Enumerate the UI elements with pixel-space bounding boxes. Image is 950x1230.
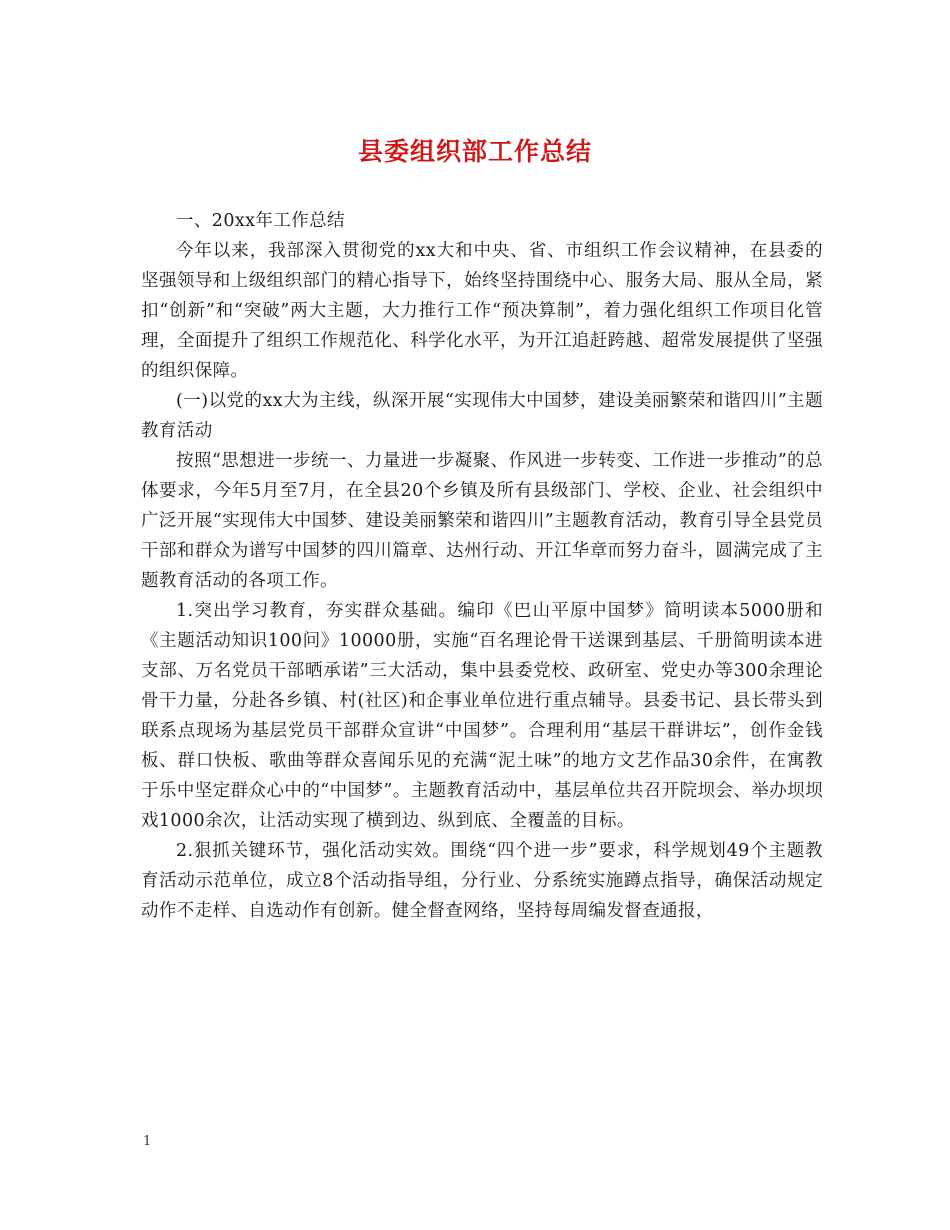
document-body: [141, 206, 823, 926]
paragraph: 1.突出学习教育，夯实群众基础。编印《巴山平原中国梦》简明读本5000册和《主题活动知识100问》10000册，实施“百名理论骨干送课到基层、千册简明读本进支部、万名党员干部晒承诺”三大活动，集中县委党校、政研室、党史办等300余理论骨干力量，分赴各乡镇、村(社区)和企事业单位进行重点辅导。县委书记、县长带头到联系点现场为基层党员干部群众宣讲“中国梦”。合理利用“基层干群讲坛”，创作金钱板、群口快板、歌曲等群众喜闻乐见的充满“泥土味”的地方文艺作品30余件，在寓教于乐中坚定群众心中的“中国梦”。主题教育活动中，基层单位共召开院坝会、举办坝坝戏1000余次，让活动实现了横到边、纵到底、全覆盖的目标。: [141, 601, 823, 831]
paragraph: 今年以来，我部深入贯彻党的xx大和中央、省、市组织工作会议精神，在县委的坚强领导和上级组织部门的精心指导下，始终坚持围绕中心、服务大局、服从全局，紧扣“创新”和“突破”两大主题，大力推行工作“预决算制”，着力强化组织工作项目化管理，全面提升了组织工作规范化、科学化水平，为开江追赶跨越、超常发展提供了坚强的组织保障。: [141, 241, 823, 381]
page-number: 1: [143, 1134, 152, 1149]
paragraph: 按照“思想进一步统一、力量进一步凝聚、作风进一步转变、工作进一步推动”的总体要求，今年5月至7月，在全县20个乡镇及所有县级部门、学校、企业、社会组织中广泛开展“实现伟大中国梦、建设美丽繁荣和谐四川”主题教育活动，教育引导全县党员干部和群众为谱写中国梦的四川篇章、达州行动、开江华章而努力奋斗，圆满完成了主题教育活动的各项工作。: [141, 451, 823, 591]
document-title: 县委组织部工作总结: [357, 137, 592, 166]
subsection-heading: (一)以党的xx大为主线，纵深开展“实现伟大中国梦，建设美丽繁荣和谐四川”主题教育活动: [141, 391, 823, 441]
paragraph: 2.狠抓关键环节，强化活动实效。围绕“四个进一步”要求，科学规划49个主题教育活动示范单位，成立8个活动指导组，分行业、分系统实施蹲点指导，确保活动规定动作不走样、自选动作有创新。健全督查网络，坚持每周编发督查通报，: [141, 841, 823, 921]
section-heading: 一、20xx年工作总结: [176, 211, 345, 231]
